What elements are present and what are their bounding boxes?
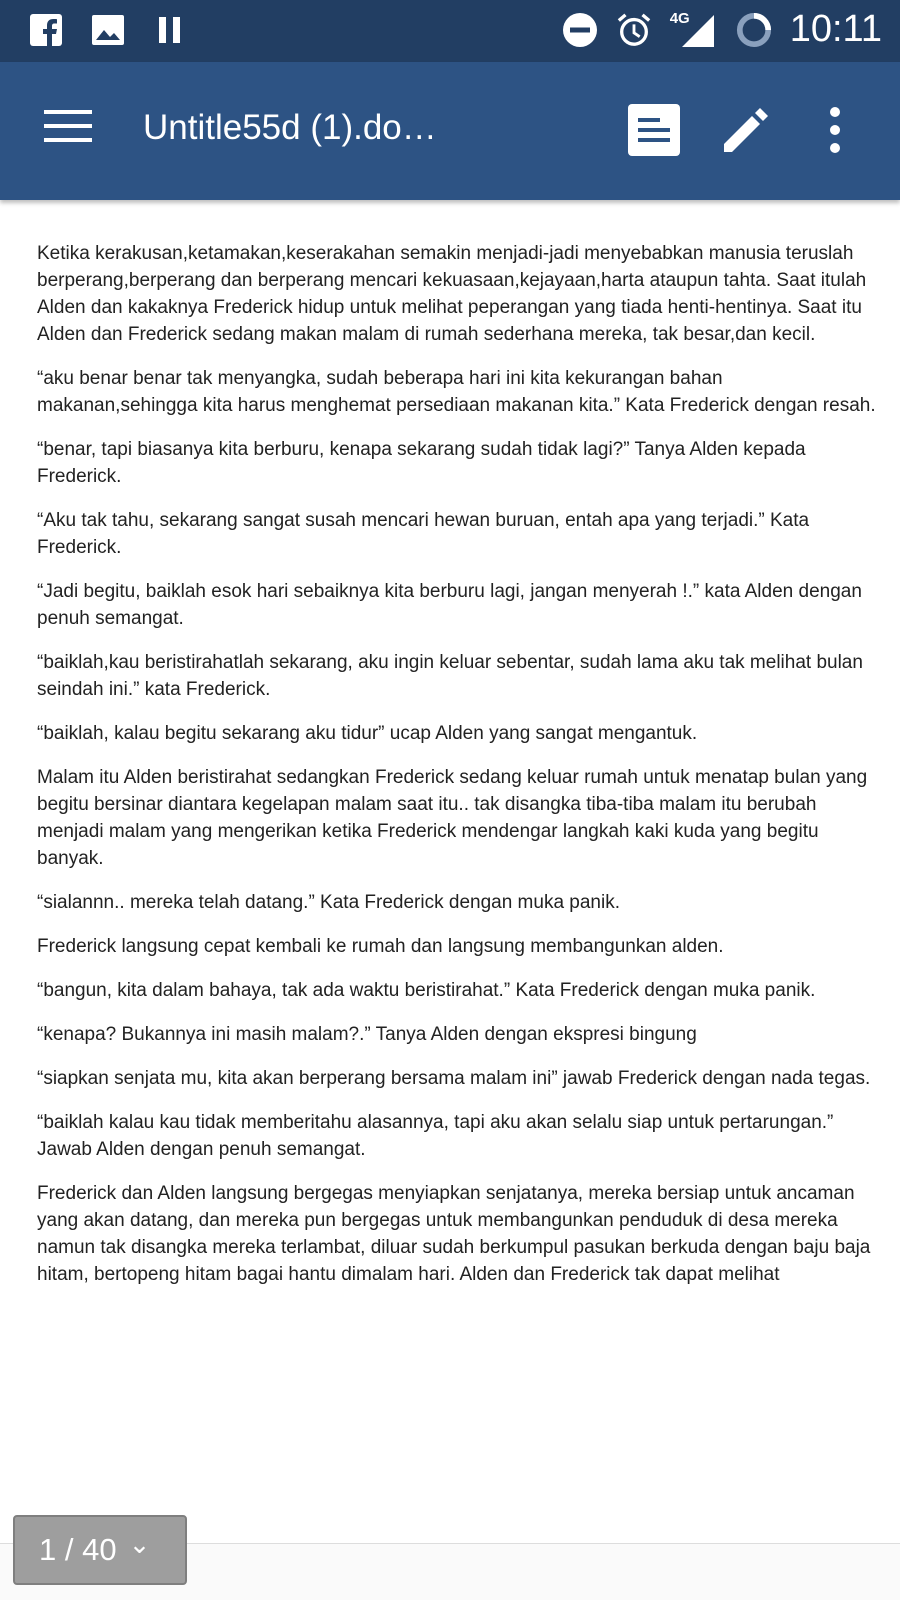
paragraph: “baiklah kalau kau tidak memberitahu alasannya, tapi aku akan selalu siap untuk pertarungan.” Jawab Alden dengan penuh semangat. — [37, 1112, 834, 1160]
status-bar — [0, 0, 900, 62]
pencil-icon — [718, 104, 772, 158]
paragraph: “baiklah,kau beristirahatlah sekarang, aku ingin keluar sebentar, sudah lama aku tak melihat bulan seindah ini.” kata Frederick. — [37, 652, 863, 700]
network-type: 4G — [669, 9, 690, 27]
page-indicator-button[interactable] — [13, 1515, 187, 1585]
paragraph: “Jadi begitu, baiklah esok hari sebaiknya kita berburu lagi, jangan menyerah !.” kata Alden dengan penuh semangat. — [37, 581, 862, 629]
image-icon — [90, 12, 126, 48]
paragraph: Frederick dan Alden langsung bergegas menyiapkan senjatanya, mereka bersiap untuk ancaman yang akan datang, dan mereka pun bergegas untuk membangunkan penduduk di desa mereka namun tak disangka mereka terlambat, diluar sudah berkumpul pasukan berkuda dengan baju baja hitam, bertopeng hitam bagai hantu dimalam hari. Alden dan Frederick tak dapat melihat — [37, 1183, 871, 1285]
paragraph: “aku benar benar tak menyangka, sudah beberapa hari ini kita kekurangan bahan makanan,sehingga kita harus menghemat persediaan makanan kita.” Kata Frederick dengan resah. — [37, 368, 876, 416]
document-icon — [628, 104, 680, 156]
paragraph: “Aku tak tahu, sekarang sangat susah mencari hewan buruan, entah apa yang terjadi.” Kata Frederick. — [37, 510, 810, 558]
alarm-icon — [616, 12, 652, 48]
paragraph: “benar, tapi biasanya kita berburu, kenapa sekarang sudah tidak lagi?” Tanya Alden kepada Frederick. — [37, 439, 806, 487]
clock: 10:11 — [789, 8, 882, 50]
document-content[interactable] — [37, 240, 885, 1305]
chevron-down-icon: ⌄ — [128, 1528, 151, 1559]
edit-button[interactable] — [718, 104, 772, 158]
hamburger-icon — [44, 106, 94, 146]
view-mode-button[interactable] — [628, 104, 680, 156]
paragraph: “bangun, kita dalam bahaya, tak ada waktu beristirahat.” Kata Frederick dengan muka panik. — [37, 980, 816, 1001]
more-vert-icon — [820, 104, 850, 156]
paragraph: Frederick langsung cepat kembali ke rumah dan langsung membangunkan alden. — [37, 936, 724, 957]
paragraph: “kenapa? Bukannya ini masih malam?.” Tanya Alden dengan ekspresi bingung — [37, 1024, 697, 1045]
menu-button[interactable] — [44, 106, 94, 146]
page-indicator-label: 1 / 40 — [39, 1532, 117, 1567]
do-not-disturb-icon — [562, 12, 598, 48]
paragraph: Malam itu Alden beristirahat sedangkan Frederick sedang keluar rumah untuk menatap bulan yang begitu bersinar diantara kegelapan malam saat itu.. tak disangka tiba-tiba malam itu berubah menjadi malam yang mengerikan ketika Frederick mendengar langkah kaki kuda yang begitu banyak. — [37, 767, 868, 869]
paragraph: “baiklah, kalau begitu sekarang aku tidur” ucap Alden yang sangat mengantuk. — [37, 723, 698, 744]
signal-icon — [669, 9, 718, 48]
pause-icon — [152, 12, 188, 48]
document-title: Untitle55d (1).do… — [143, 108, 437, 147]
facebook-icon — [28, 12, 64, 48]
more-options-button[interactable] — [820, 104, 850, 156]
paragraph: “sialannn.. mereka telah datang.” Kata Frederick dengan muka panik. — [37, 892, 620, 913]
battery-icon — [736, 12, 772, 48]
app-bar — [0, 62, 900, 200]
paragraph: “siapkan senjata mu, kita akan berperang bersama malam ini” jawab Frederick dengan nada tegas. — [37, 1068, 871, 1089]
paragraph: Ketika kerakusan,ketamakan,keserakahan semakin menjadi-jadi menyebabkan manusia teruslah berperang,berperang dan berperang mencari kekuasaan,kejayaan,harta ataupun tahta. Saat itulah Alden dan kakaknya Frederick hidup untuk melihat peperangan yang tiada henti-hentinya. Saat itu Alden dan Frederick sedang makan malam di rumah sederhana mereka, tak besar,dan kecil. — [37, 243, 867, 345]
